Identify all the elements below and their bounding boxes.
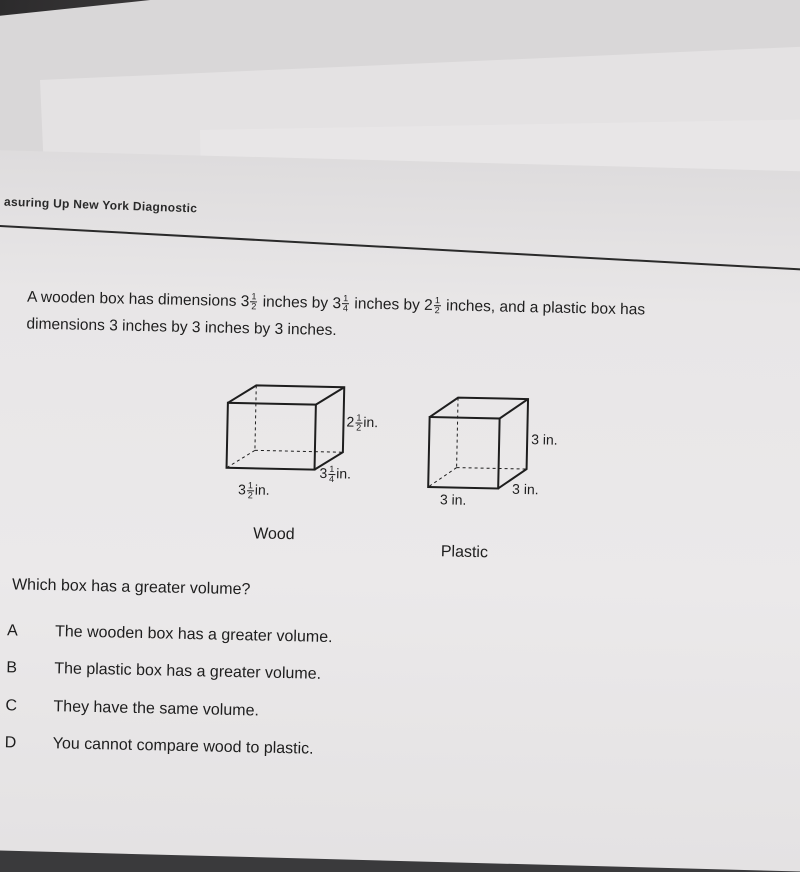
stem-text: inches, and a plastic box has	[441, 297, 646, 319]
box-figures	[214, 375, 578, 582]
wood-box-front-face	[227, 403, 316, 470]
box-diagrams	[214, 375, 578, 582]
stem-text: A wooden box has dimensions 3	[26, 288, 250, 311]
plastic-height-label: 3 in.	[531, 431, 558, 448]
option-text: They have the same volume.	[53, 698, 260, 720]
plastic-box-front-face	[428, 417, 499, 488]
wood-caption: Wood	[252, 525, 295, 544]
wood-depth-label: 3 $\frac{1}{4}$ in.	[319, 463, 352, 485]
option-letter: A	[6, 622, 18, 640]
option-letter: C	[5, 697, 18, 715]
stem-text: inches by 3	[258, 293, 342, 313]
answer-option-b[interactable]	[6, 659, 321, 684]
option-text: The plastic box has a greater volume.	[54, 660, 322, 683]
wood-box-edge	[316, 387, 344, 406]
stem-text: inches by 2	[349, 295, 433, 315]
problem-stem	[26, 284, 797, 354]
option-letter: D	[4, 734, 17, 752]
fraction-one-quarter: $\frac{1}{4}$	[342, 293, 349, 314]
answer-option-d[interactable]	[5, 734, 314, 758]
fraction-one-half: $\frac{1}{2}$	[251, 291, 257, 312]
question-text: Which box has a greater volume?	[11, 576, 251, 599]
wood-width-label: 3 $\frac{1}{2}$ in.	[237, 480, 270, 501]
problem-stem-line2: dimensions 3 inches by 3 inches by 3 inches.	[26, 315, 337, 340]
wood-box-figure	[227, 385, 345, 470]
plastic-width-label: 3 in.	[439, 491, 467, 508]
plastic-caption: Plastic	[440, 543, 489, 562]
plastic-box-edge	[500, 398, 528, 419]
plastic-box-figure	[428, 397, 528, 489]
fraction-one-half: $\frac{1}{2}$	[434, 295, 441, 316]
answer-option-a[interactable]	[7, 622, 333, 647]
answer-option-c[interactable]	[5, 697, 259, 720]
option-text: You cannot compare wood to plastic.	[52, 735, 314, 758]
option-letter: B	[6, 659, 18, 677]
option-text: The wooden box has a greater volume.	[54, 623, 333, 647]
worksheet-header: asuring Up New York Diagnostic	[3, 194, 198, 216]
wood-height-label: 2 $\frac{1}{2}$ in.	[346, 412, 379, 433]
plastic-box-back-edges	[428, 397, 528, 489]
plastic-box-hidden-edges	[428, 397, 528, 489]
plastic-depth-label: 3 in.	[511, 480, 539, 498]
